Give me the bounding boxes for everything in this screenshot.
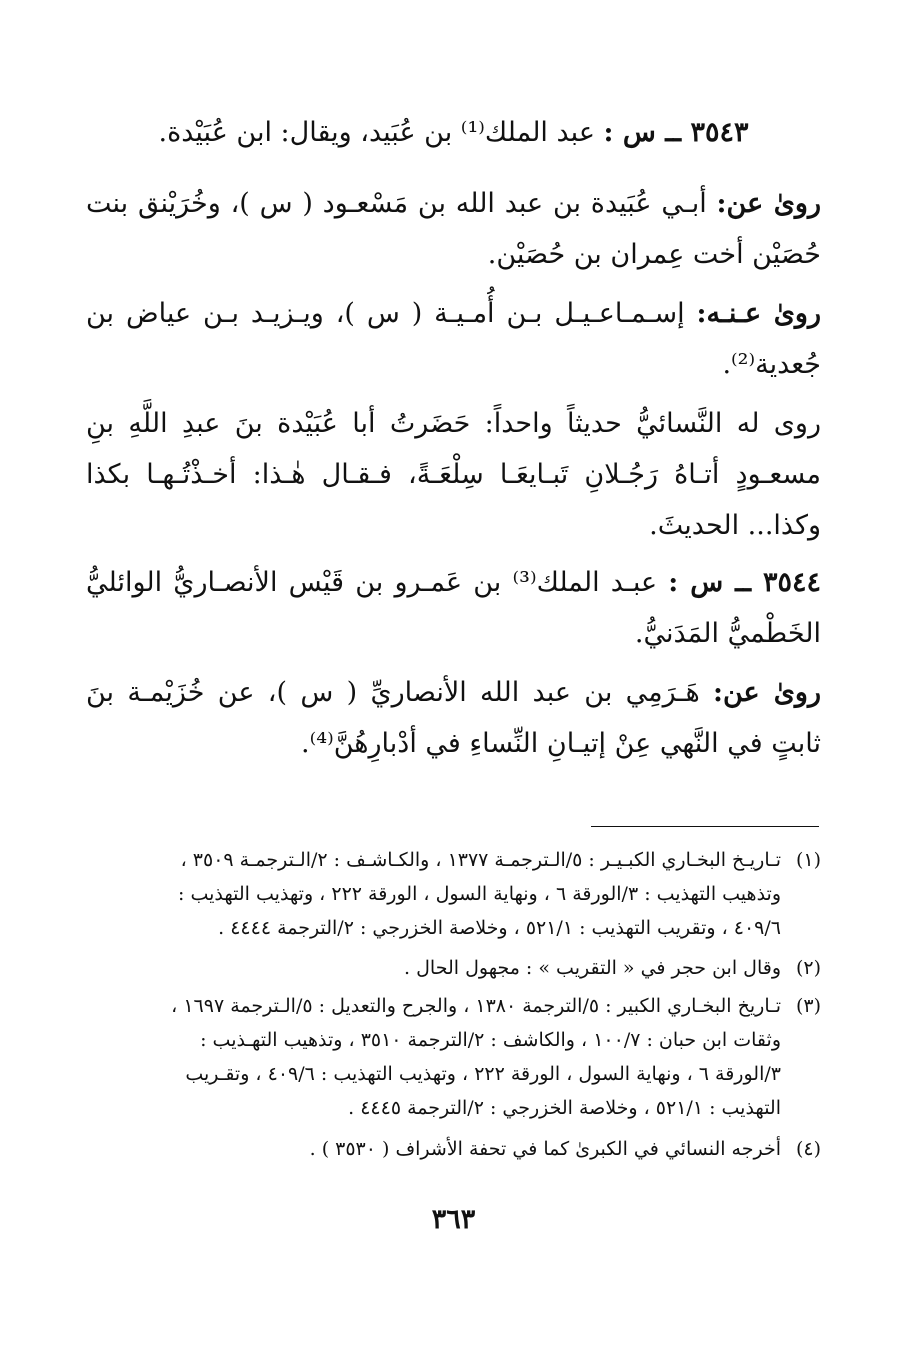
footnote-text: تـاريـخ البخـاري الكبـيـر : ٥/الـترجمـة ١٣٧٧ ، والكـاشـف : ٢/الـترجمـة ٣٥٠٩ ،: [180, 849, 781, 871]
footnote-3-line-4: التهذيب : ٥٢١/١ ، وخلاصة الخزرجي : ٢/الترجمة ٤٤٤٥ .: [348, 1097, 781, 1119]
footnote-number: (٢): [795, 957, 821, 979]
footnote-number: (١): [795, 849, 821, 871]
entry-text: عبـد الملك⁽³⁾ بن عَمـرو بن قَيْس الأنصـاريُّ الوائليُّ الخَطْميُّ المَدَنيُّ.: [86, 567, 821, 649]
hadith-paragraph: [86, 398, 821, 551]
entry-number: ٣٥٤٣ ــ س :: [603, 117, 749, 148]
footnote-text: أخرجه النسائي في الكبرىٰ كما في تحفة الأشراف ( ٣٥٣٠ ) .: [309, 1138, 781, 1160]
footnote-4: [81, 1132, 821, 1166]
footnote-separator: [591, 826, 819, 827]
entry-3543-title: [86, 107, 821, 158]
entry-number: ٣٥٤٤ ــ س :: [668, 567, 822, 598]
footnote-text: وقال ابن حجر في « التقريب » : مجهول الحال .: [404, 957, 781, 979]
entry-3544-title: [86, 557, 821, 659]
paragraph-text: هَـرَمِي بن عبد الله الأنصاريِّ ( س )، عن خُزَيْمـة بنَ ثابتٍ في النَّهي عِنْ إتيـانِ النِّساءِ في أدْبارِهُنَّ⁽⁴⁾.: [86, 677, 821, 759]
page-number: ٣٦٣: [431, 1204, 476, 1235]
footnote-1-line-3: ٤٠٩/٦ ، وتقريب التهذيب : ٥٢١/١ ، وخلاصة الخزرجي : ٢/الترجمة ٤٤٤٤ .: [218, 917, 781, 939]
footnote-text: تـاريخ البخـاري الكبير : ٥/الترجمة ١٣٨٠ ، والجرح والتعديل : ٥/الـترجمة ١٦٩٧ ،: [171, 995, 781, 1017]
paragraph-text: روى له النَّسائيُّ حديثاً واحداً: حَضَرتُ أبا عُبَيْدة بنَ عبدِ اللَّهِ بنِ مسعـودٍ أتـاهُ رَجُـلانِ تَبـايعَـا سِلْعَـةً، فـقـال هٰـذا: أخـذْتُـهـا بكذا وكذا... الحديثَ.: [86, 408, 821, 541]
paragraph-text: أبـي عُبَيدة بن عبد الله بن مَسْعـود ( س )، وخُرَيْنق بنت حُصَيْن أخت عِمران بن حُصَيْن.: [86, 188, 821, 270]
narrated-from-label: روىٰ عن:: [716, 188, 821, 219]
narrated-from-label: روىٰ عن:: [713, 677, 821, 708]
narrated-by-label: روىٰ عـنـه:: [696, 298, 821, 329]
paragraph-text: إسـمـاعـيـل بـن أُمـيـة ( س )، ويـزيـد بـن عياض بن جُعدية⁽²⁾.: [86, 298, 821, 380]
footnote-2: [81, 951, 821, 985]
footnote-3-line-2: وثقات ابن حبان : ١٠٠/٧ ، والكاشف : ٢/الترجمة ٣٥١٠ ، وتذهيب التهـذيب :: [200, 1029, 781, 1051]
footnote-3-line-1: [81, 989, 821, 1023]
footnote-3-line-3: ٣/الورقة ٦ ، ونهاية السول ، الورقة ٢٢٢ ، وتهذيب التهذيب : ٤٠٩/٦ ، وتقـريب: [185, 1063, 781, 1085]
footnote-number: (٣): [795, 995, 821, 1017]
footnote-number: (٤): [795, 1138, 821, 1160]
footnote-1-line-1: [81, 843, 821, 877]
narrated-by-paragraph: [86, 288, 821, 390]
footnote-1-line-2: وتذهيب التهذيب : ٣/الورقة ٦ ، ونهاية السول ، الورقة ٢٢٢ ، وتهذيب التهذيب :: [178, 883, 781, 905]
entry-text: عبد الملك⁽¹⁾ بن عُبَيد، ويقال: ابن عُبَيْدة.: [158, 117, 604, 148]
narrated-from-paragraph-2: [86, 667, 821, 769]
narrated-from-paragraph: [86, 178, 821, 280]
